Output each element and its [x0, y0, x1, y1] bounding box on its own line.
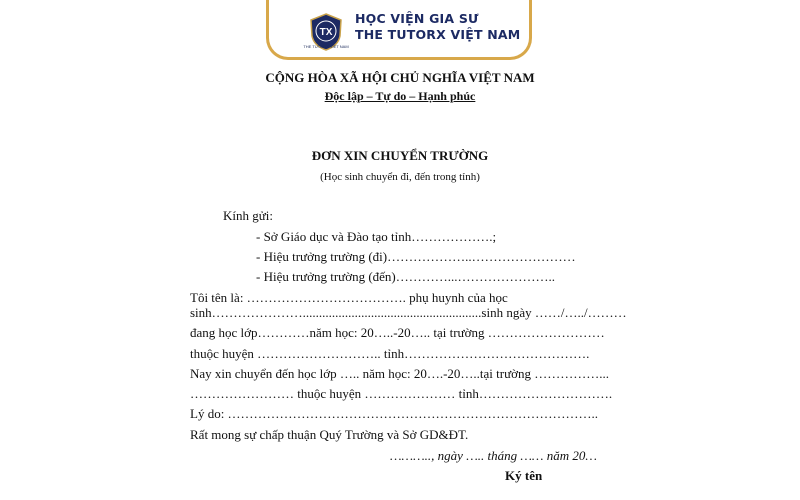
motto: Độc lập – Tự do – Hạnh phúc: [324, 89, 476, 103]
greeting: Kính gửi:: [223, 208, 274, 223]
brand-line-1: HỌC VIỆN GIA SƯ: [355, 11, 479, 26]
closing-text: Rất mong sự chấp thuận Quý Trường và Sở GD&ĐT.: [190, 427, 469, 442]
logo-text: TX: [319, 27, 333, 38]
date-line: ……….., ngày ….. tháng …… năm 20…: [390, 448, 597, 463]
form-subtitle: (Học sinh chuyển đi, đến trong tỉnh): [320, 171, 480, 183]
logo-caption: THE TUTORX VIET NAM: [303, 44, 349, 49]
form-line-name: Tôi tên là: ………………………………. phụ huynh của học: [190, 290, 508, 305]
recipient-principal-from: - Hiệu trưởng trường (đi)………………..……………………: [256, 249, 576, 264]
form-line-student: sinh………………….......................................................sinh ngày ……/…../………: [190, 305, 627, 320]
signature-label: Ký tên: [505, 468, 543, 483]
form-line-district: thuộc huyện ……………………….. tỉnh…………………………………….: [190, 346, 590, 361]
country-heading: CỘNG HÒA XÃ HỘI CHỦ NGHĨA VIỆT NAM: [265, 70, 535, 85]
form-line-class: đang học lớp…………năm học: 20…..-20….. tại trường ………………………: [190, 325, 605, 340]
brand-line-2: THE TUTORX VIỆT NAM: [355, 27, 521, 42]
form-line-transfer: Nay xin chuyển đến học lớp ….. năm học: 20….-20…..tại trường ……………...: [190, 366, 610, 381]
form-line-reason: Lý do: …………………………………………………………………………..: [190, 406, 599, 421]
brand-name: [355, 11, 520, 43]
form-line-transfer-district: …………………… thuộc huyện ………………… tỉnh………………………….: [190, 386, 613, 401]
recipient-principal-to: - Hiệu trưởng trường (đến)…………...…………………..: [256, 269, 555, 284]
form-title: ĐƠN XIN CHUYỂN TRƯỜNG: [311, 148, 489, 163]
recipient-department: - Sở Giáo dục và Đào tạo tỉnh……………….;: [256, 229, 497, 244]
